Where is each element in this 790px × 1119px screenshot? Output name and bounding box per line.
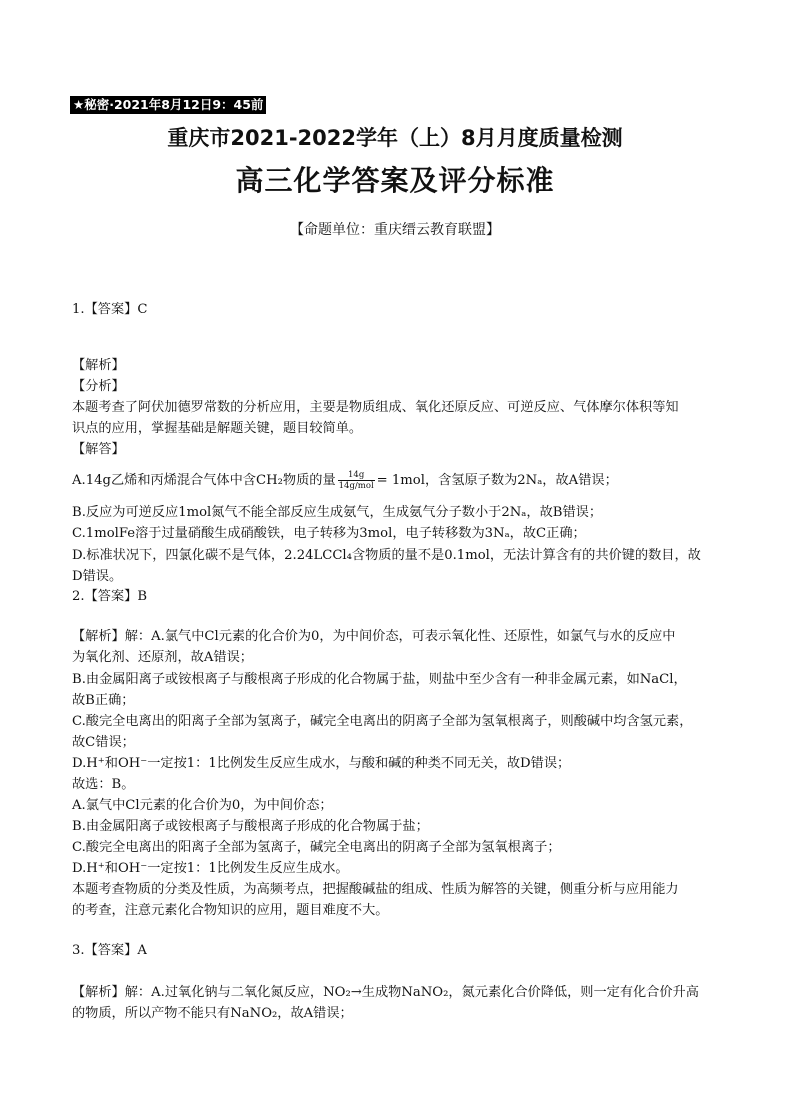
q1-analysis-line-2: 识点的应用，掌握基础是解题关键，题目较简单。 bbox=[72, 421, 363, 436]
q1-jiexi-heading: 【解析】 bbox=[72, 358, 125, 373]
q1-jieda-heading: 【解答】 bbox=[72, 442, 125, 457]
fraction-numerator: 14g bbox=[338, 470, 375, 481]
fraction-denominator: 14g/mol bbox=[338, 481, 374, 491]
q1-option-b: B.反应为可逆反应1mol氮气不能全部反应生成氨气，生成氨气分子数小于2Nₐ，故B错误； bbox=[72, 505, 603, 520]
q2-answer: 2.【答案】B bbox=[72, 589, 148, 604]
q2-line-3: B.由金属阳离子或铵根离子与酸根离子形成的化合物属于盐，则盐中至少含有一种非金属元素，如NaCl， bbox=[72, 672, 687, 687]
q1-answer: 1.【答案】C bbox=[72, 302, 148, 317]
q1-option-d-line-2: D错误。 bbox=[72, 569, 123, 584]
q2-line-4: 故B正确； bbox=[72, 693, 135, 708]
mass-over-molar-mass-fraction bbox=[338, 470, 375, 491]
q1-fenxi-heading: 【分析】 bbox=[72, 379, 125, 394]
q2-line-10: B.由金属阳离子或铵根离子与酸根离子形成的化合物属于盐； bbox=[72, 819, 429, 834]
q2-line-11: C.酸完全电离出的阳离子全部为氢离子，碱完全电离出的阴离子全部为氢氧根离子； bbox=[72, 840, 561, 855]
q2-line-14: 的考查，注意元素化合物知识的应用，题目难度不大。 bbox=[72, 903, 389, 918]
q1-option-a-post: = 1mol，含氢原子数为2Nₐ，故A错误； bbox=[376, 473, 618, 488]
q2-line-8: 故选：B。 bbox=[72, 777, 135, 792]
issuing-unit: 【命题单位：重庆缙云教育联盟】 bbox=[290, 222, 500, 238]
q1-option-c: C.1molFe溶于过量硝酸生成硝酸铁，电子转移为3mol，电子转移数为3Nₐ，故C正确； bbox=[72, 526, 586, 541]
q2-line-13: 本题考查物质的分类及性质，为高频考点，把握酸碱盐的组成、性质为解答的关键，侧重分析与应用能力 bbox=[72, 882, 679, 897]
q1-option-a-pre: A.14g乙烯和丙烯混合气体中含CH₂物质的量 bbox=[72, 473, 336, 488]
q2-line-7: D.H⁺和OH⁻一定按1：1比例发生反应生成水，与酸和碱的种类不同无关，故D错误； bbox=[72, 756, 571, 771]
q3-answer: 3.【答案】A bbox=[72, 943, 147, 958]
q3-line-2: 的物质，所以产物不能只有NaNO₂，故A错误； bbox=[72, 1006, 353, 1021]
q2-line-2: 为氧化剂、还原剂，故A错误； bbox=[72, 650, 253, 665]
q2-line-6: 故C错误； bbox=[72, 735, 135, 750]
q3-line-1: 【解析】解：A.过氧化钠与二氧化氮反应，NO₂→生成物NaNO₂，氮元素化合价降低，则一定有化合价升高 bbox=[72, 985, 699, 1000]
q1-option-d-line-1: D.标准状况下，四氯化碳不是气体，2.24LCCl₄含物质的量不是0.1mol，无法计算含有的共价键的数目，故 bbox=[72, 548, 701, 563]
document-subtitle: 高三化学答案及评分标准 bbox=[235, 164, 555, 197]
exam-title: 重庆市2021-2022学年（上）8月月度质量检测 bbox=[167, 126, 623, 150]
q1-option-a bbox=[72, 470, 732, 491]
q2-line-1: 【解析】解：A.氯气中Cl元素的化合价为0，为中间价态，可表示氧化性、还原性，如氯气与水的反应中 bbox=[72, 629, 676, 644]
q2-line-9: A.氯气中Cl元素的化合价为0，为中间价态； bbox=[72, 798, 333, 813]
q2-line-5: C.酸完全电离出的阳离子全部为氢离子，碱完全电离出的阴离子全部为氢氧根离子，则酸碱中均含氢元素， bbox=[72, 714, 693, 729]
confidential-stamp: ★秘密·2021年8月12日9：45前 bbox=[70, 96, 266, 114]
q2-line-12: D.H⁺和OH⁻一定按1：1比例发生反应生成水。 bbox=[72, 861, 349, 876]
q1-analysis-line-1: 本题考查了阿伏加德罗常数的分析应用，主要是物质组成、氧化还原反应、可逆反应、气体摩尔体积等知 bbox=[72, 400, 679, 415]
